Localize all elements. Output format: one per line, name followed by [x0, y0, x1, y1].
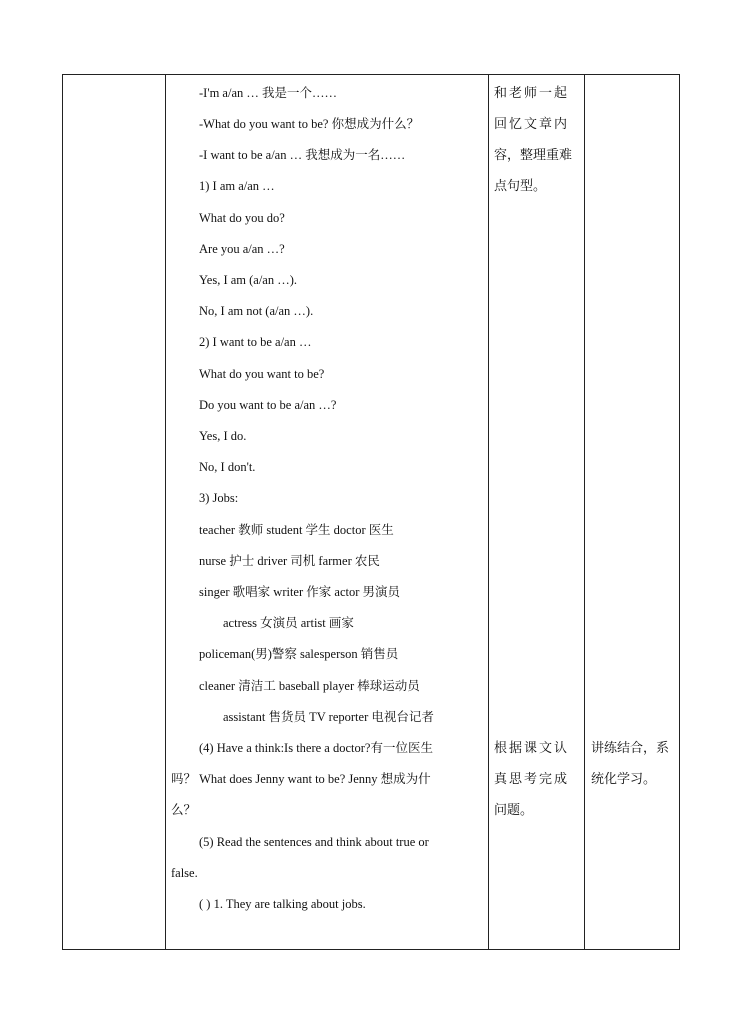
lesson-table	[62, 74, 680, 950]
teacher-note-2	[494, 733, 584, 826]
note-line: 点句型。	[494, 179, 547, 194]
text-line: 3) Jobs:	[199, 491, 239, 505]
text-line: 1) I am a/an …	[199, 179, 275, 193]
text-line: What do you do?	[199, 211, 285, 225]
note-line: 和老师一起	[494, 86, 570, 101]
text-line: No, I am not (a/an …).	[199, 304, 314, 318]
question-line: (5) Read the sentences and think about true or	[199, 835, 429, 849]
jobs-line: actress 女演员 artist 画家	[223, 616, 354, 630]
text-line: -I'm a/an … 我是一个……	[199, 86, 337, 100]
text-line: Yes, I am (a/an …).	[199, 273, 298, 287]
question-line: 么？	[171, 803, 197, 817]
jobs-line: cleaner 清洁工 baseball player 棒球运动员	[199, 679, 420, 693]
jobs-line: singer 歌唱家 writer 作家 actor 男演员	[199, 585, 401, 599]
jobs-line: teacher 教师 student 学生 doctor 医生	[199, 523, 394, 537]
jobs-line: policeman(男)警察 salesperson 销售员	[199, 647, 399, 661]
teacher-activity-column	[489, 75, 584, 949]
purpose-note	[591, 733, 681, 795]
question-line: false.	[171, 866, 198, 880]
text-line: No, I don't.	[199, 460, 256, 474]
jobs-line: nurse 护士 driver 司机 farmer 农民	[199, 554, 380, 568]
question-line: (4) Have a think:Is there a doctor?有一位医生	[199, 741, 433, 755]
note-line: 容，整理重难	[494, 148, 573, 163]
true-false-item: ( ) 1. They are talking about jobs.	[199, 897, 366, 911]
jobs-line: assistant 售货员 TV reporter 电视台记者	[223, 710, 434, 724]
content-column	[166, 75, 488, 949]
note-line: 统化学习。	[591, 772, 657, 787]
note-line: 讲练结合，系	[591, 741, 670, 756]
note-line: 真思考完成	[494, 772, 570, 787]
question-line: 吗？ What does Jenny want to be? Jenny 想成为什	[171, 772, 431, 786]
text-line: Yes, I do.	[199, 429, 247, 443]
text-line: Do you want to be a/an …?	[199, 398, 337, 412]
purpose-column	[585, 75, 679, 949]
text-line: 2) I want to be a/an …	[199, 335, 312, 349]
teacher-note-1	[494, 78, 584, 202]
note-line: 问题。	[494, 803, 534, 818]
text-line: What do you want to be?	[199, 367, 325, 381]
text-line: Are you a/an …?	[199, 242, 285, 256]
text-line: -I want to be a/an … 我想成为一名……	[199, 148, 406, 162]
text-line: -What do you want to be? 你想成为什么？	[199, 117, 420, 131]
note-line: 回忆文章内	[494, 117, 570, 132]
empty-first-column	[63, 75, 165, 949]
note-line: 根据课文认	[494, 741, 570, 756]
